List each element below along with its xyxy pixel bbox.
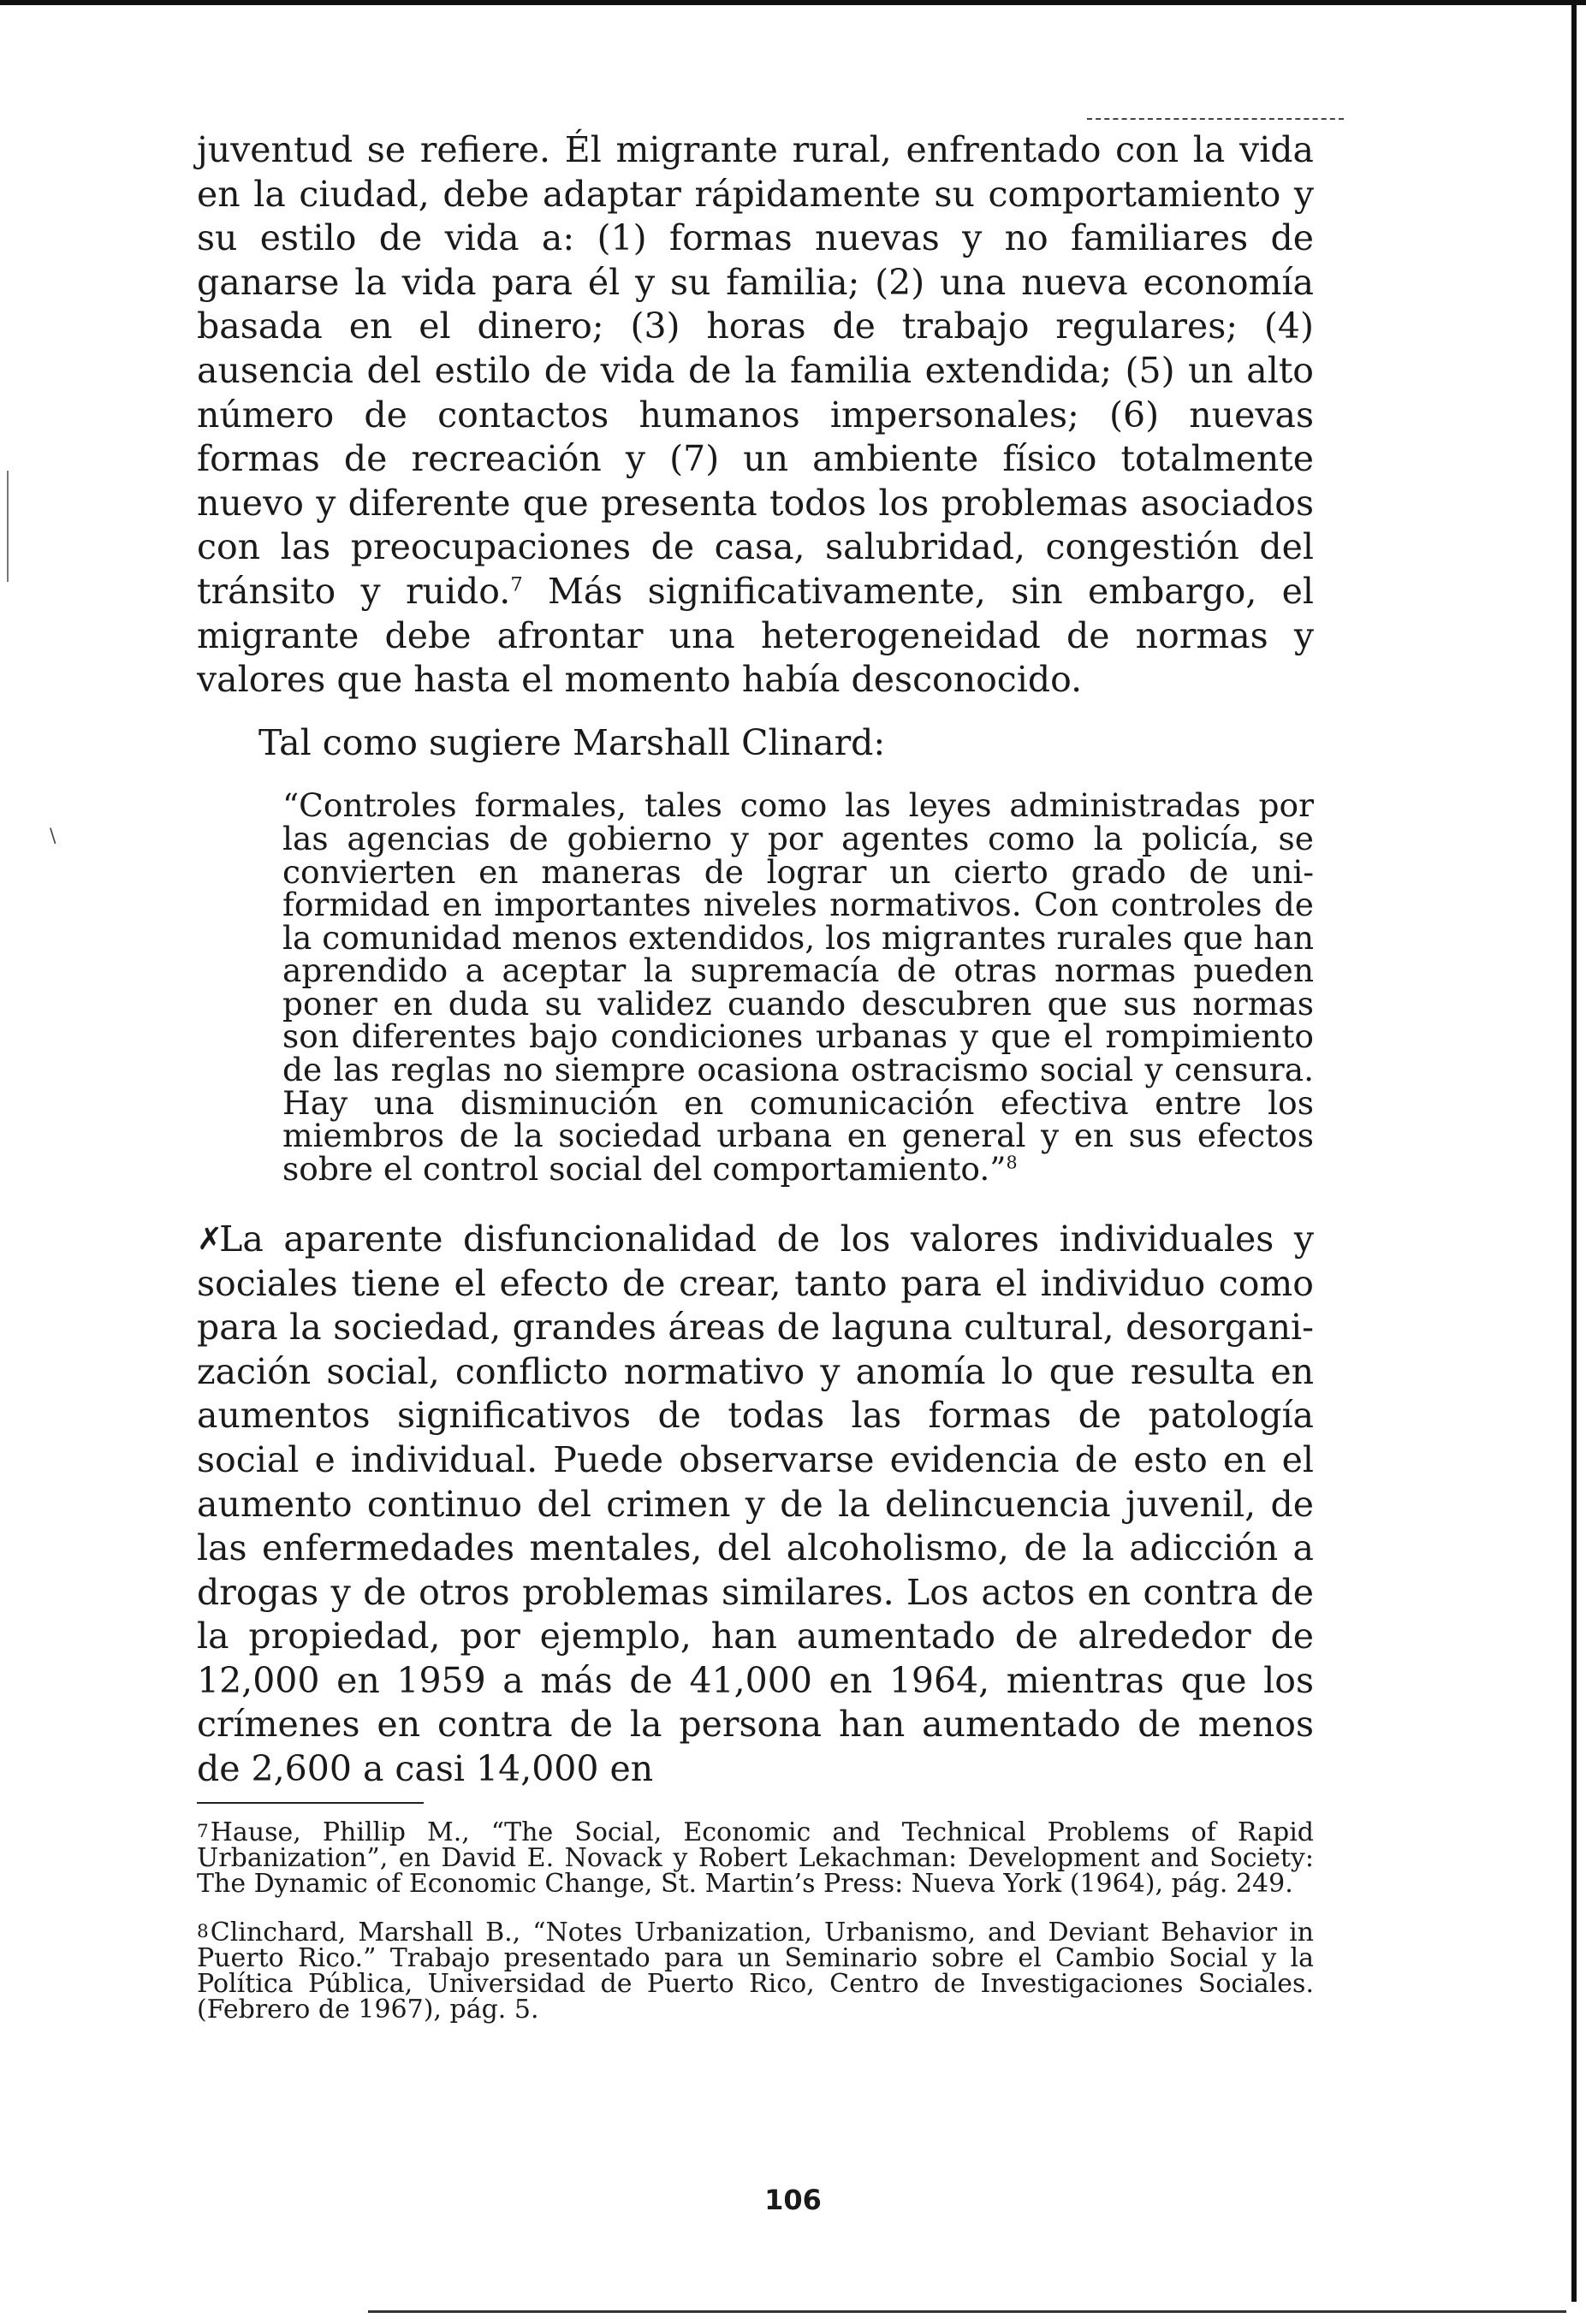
footnote-7-number: 7 [197, 1820, 209, 1842]
footnote-8 [197, 1919, 1314, 2023]
scan-frame-bottom [368, 2310, 1566, 2313]
footnote-rule [197, 1802, 424, 1804]
footnote-7 [197, 1819, 1314, 1897]
footnote-8-text: Clinchard, Marshall B., “Notes Urbanization, Urbanismo, and Deviant Behavior in Puerto Rico.” Trabajo presentado para un Seminario sobre el Cambio Social y la Política Pública, Universidad de Puerto Rico, Centro de Investigaciones Sociales. (Febrero de 1967), pág. 5. [197, 1917, 1314, 2025]
footnote-ref-8: 8 [1006, 1152, 1018, 1173]
paragraph-2: Tal como sugiere Marshall Clinard: [258, 721, 886, 763]
handwritten-mark-icon: ✗ [197, 1221, 223, 1257]
paragraph-3 [197, 1218, 1314, 1792]
page-number: 106 [764, 2184, 822, 2216]
paragraph-1-text: juventud se refiere. Él migrante rural, enfrentado con la vida en la ciudad, debe adaptar rápidamente su comportamiento y su estilo de vida a: (1) formas nuevas y no familiares de ganarse la vida para él y su familia; (2) una nueva economía basada en el dinero; (3) horas de trabajo regulares; (4) ausencia del estilo de vida de la familia extendida; (5) un alto número de contactos humanos impersonales; (6) nuevas formas de recreación y (7) un ambiente físico totalmente nuevo y diferente que presenta todos los problemas asociados con las preocupaciones de casa, salubridad, congestión del tránsito y ruido. [197, 129, 1314, 612]
footnote-ref-7: 7 [510, 573, 523, 596]
footnote-8-number: 8 [197, 1920, 209, 1942]
paragraph-1-end: Más significativamente, sin embargo, el migrante debe afrontar una heterogeneidad de normas y valores que hasta el momento había desconocido. [197, 570, 1314, 701]
scan-frame-top [0, 0, 1586, 5]
paragraph-1 [197, 128, 1314, 703]
scan-tick-left [7, 471, 9, 582]
scan-frame-right [1571, 0, 1577, 2302]
block-quote-text: “Controles formales, tales como las leyes administradas por las agencias de gobierno y por agentes como la policía, se convierten en maneras de lograr un cierto grado de uniformidad en importantes niveles normativos. Con controles de la comunidad menos extendidos, los migrantes rurales que han aprendido a aceptar la supremacía de otras normas pueden poner en duda su validez cuando descubren que sus normas son diferentes bajo condiciones urbanas y que el rompimiento de las reglas no siempre ocasiona ostracismo social y censura. Hay una disminución en comunicación efectiva entre los miembros de la sociedad urbana en general y en sus efectos sobre el control social del comportamiento.” [282, 786, 1314, 1188]
page-body [197, 128, 1314, 2023]
scan-dash-artifact [1087, 118, 1344, 120]
block-quote [282, 786, 1314, 1188]
footnote-7-text: Hause, Phillip M., “The Social, Economic and Technical Problems of Rapid Urbanization”, en David E. Novack y Robert Lekachman: Development and Society: The Dynamic of Economic Change, St. Martin’s Press: Nueva York (1964), pág. 249. [197, 1817, 1314, 1899]
scan-mark: \ [50, 826, 56, 847]
paragraph-3-text: La aparente disfuncionalidad de los valores individuales y sociales tiene el efecto de crear, tanto para el individuo como para la sociedad, grandes áreas de laguna cultural, desorganización social, conflicto normativo y anomía lo que resulta en aumentos significativos de todas las formas de patología social e individual. Puede observarse evidencia de esto en el aumento continuo del crimen y de la delincuencia juvenil, de las enfermedades mentales, del alcoholismo, de la adicción a drogas y de otros problemas similares. Los actos en contra de la propiedad, por ejemplo, han aumentado de alrededor de 12,000 en 1959 a más de 41,000 en 1964, mientras que los crímenes en contra de la persona han aumentado de menos de 2,600 a casi 14,000 en [197, 1218, 1314, 1790]
